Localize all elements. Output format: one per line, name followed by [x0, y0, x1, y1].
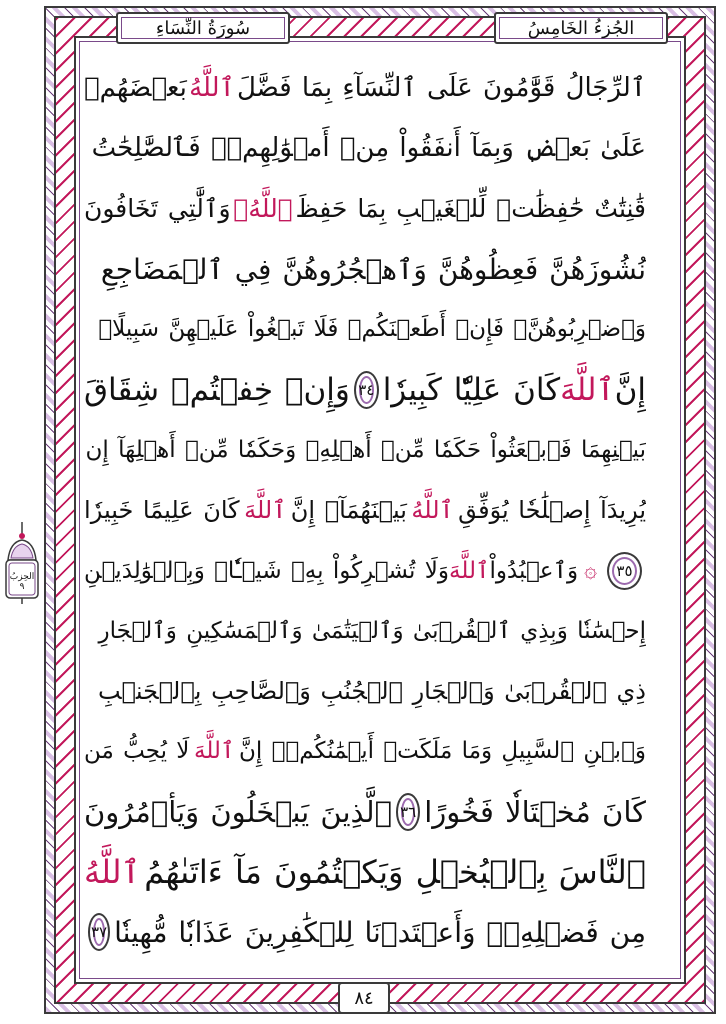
divine-name: ٱللَّهَ — [560, 371, 615, 408]
divine-name: ٱللَّهَ — [244, 496, 287, 525]
surah-name-header: سُورَةُ النِّسَاءِ — [116, 12, 290, 44]
text-segment: يُرِيدَآ إِصۡلَٰحٗا يُوَفِّقِ — [458, 496, 646, 525]
text-segment: ٱلَّذِينَ يَبۡخَلُونَ وَيَأۡمُرُونَ — [84, 794, 393, 829]
hizb-marker — [2, 520, 42, 604]
text-segment: بَيۡنِهِمَا فَٱبۡعَثُواْ حَكَمٗا مِّنۡ أَهۡلِهِۦ وَحَكَمٗا مِّنۡ أَهۡلِهَآ إِن — [85, 436, 646, 463]
text-segment: وَلَا تُشۡرِكُواْ بِهِۦ شَيۡـٔٗاۖ وَبِٱلۡوَٰلِدَيۡنِ — [84, 557, 449, 584]
ayah-number-marker: ٣٤ — [354, 371, 379, 409]
text-segment: مِن فَضۡلِهِۦۗ وَأَعۡتَدۡنَا لِلۡكَٰفِرِينَ عَذَابٗا مُّهِينٗا — [114, 915, 646, 949]
text-line-1 — [84, 58, 646, 118]
ayah-number-marker: ٣٥ — [607, 552, 642, 590]
text-segment: عَلَىٰ بَعۡضٖ وَبِمَآ أَنفَقُواْ مِنۡ أَمۡوَٰلِهِمۡۚ فَٱلصَّٰلِحَٰتُ — [91, 133, 646, 164]
text-segment: لَا يُحِبُّ مَن — [84, 738, 190, 765]
text-segment: بَعۡضَهُمۡ — [84, 73, 187, 104]
ayah-number-marker: ٣٦ — [396, 793, 420, 831]
text-segment: وَإِنۡ خِفۡتُمۡ شِقَاقَ — [84, 371, 350, 408]
text-segment: كَانَ مُخۡتَالٗا فَخُورًا — [424, 794, 646, 829]
text-segment: ٱلرِّجَالُ قَوَّٰمُونَ عَلَى ٱلنِّسَآءِ بِمَا فَضَّلَ — [236, 73, 646, 104]
text-line-7 — [84, 420, 646, 480]
divine-name: ٱللَّهُ — [84, 853, 141, 891]
text-line-6 — [84, 359, 646, 419]
divine-name: ٱللَّهُ — [411, 496, 454, 525]
text-line-8 — [84, 480, 646, 540]
text-segment: قَٰنِتَٰتٌ حَٰفِظَٰتٞ لِّلۡغَيۡبِ بِمَا حَفِظَ — [295, 194, 646, 224]
juz-name-header: الجُزءُ الخَامِسُ — [494, 12, 668, 44]
text-segment: وَٱلَّٰتِي تَخَافُونَ — [84, 194, 231, 224]
verse-text — [84, 58, 646, 963]
text-line-9 — [84, 540, 646, 600]
text-segment: إِحۡسَٰنٗا وَبِذِي ٱلۡقُرۡبَىٰ وَٱلۡيَتَٰمَىٰ وَٱلۡمَسَٰكِينِ وَٱلۡجَارِ — [98, 617, 646, 644]
page-number: ٨٤ — [338, 982, 390, 1014]
text-line-13 — [84, 782, 646, 842]
text-line-14 — [84, 842, 646, 902]
text-line-5 — [84, 299, 646, 359]
text-line-4 — [84, 239, 646, 299]
divine-name: ٱللَّهَ — [449, 557, 490, 584]
text-line-10 — [84, 601, 646, 661]
text-segment: وَٱضۡرِبُوهُنَّۖ فَإِنۡ أَطَعۡنَكُمۡ فَلَا تَبۡغُواْ عَلَيۡهِنَّ سَبِيلًاۗ — [98, 316, 646, 343]
text-line-2 — [84, 118, 646, 178]
hizb-label: الحِزبُ ٩ — [9, 572, 35, 592]
text-segment: كَانَ عَلِيمًا خَبِيرٗا — [84, 496, 240, 525]
text-segment: وَٱبۡنِ ٱلسَّبِيلِ وَمَا مَلَكَتۡ أَيۡمَٰنُكُمۡۗ إِنَّ — [239, 738, 646, 765]
divine-name: ٱللَّهُۚ — [233, 194, 293, 224]
ayah-number-marker: ٣٧ — [88, 913, 110, 951]
text-segment: وَٱعۡبُدُواْ — [489, 557, 579, 584]
text-segment: ذِي ٱلۡقُرۡبَىٰ وَٱلۡجَارِ ٱلۡجُنُبِ وَٱلصَّاحِبِ بِٱلۡجَنۢبِ — [97, 677, 646, 706]
text-segment: بَيۡنَهُمَآۗ إِنَّ — [290, 496, 407, 525]
text-segment: ٱلنَّاسَ بِٱلۡبُخۡلِ وَيَكۡتُمُونَ مَآ ءَاتَىٰهُمُ — [144, 853, 646, 891]
text-segment: كَانَ عَلِيّٗا كَبِيرٗا — [382, 371, 561, 408]
text-line-11 — [84, 661, 646, 721]
text-segment: نُشُوزَهُنَّ فَعِظُوهُنَّ وَٱهۡجُرُوهُنَّ فِي ٱلۡمَضَاجِعِ — [100, 252, 646, 286]
text-line-12 — [84, 721, 646, 781]
rub-el-hizb-icon: ۞ — [584, 558, 597, 584]
divine-name: ٱللَّهَ — [193, 738, 235, 765]
text-segment: إِنَّ — [614, 371, 646, 408]
divine-name: ٱللَّهُ — [189, 73, 235, 104]
text-line-3 — [84, 179, 646, 239]
text-line-15 — [84, 902, 646, 962]
